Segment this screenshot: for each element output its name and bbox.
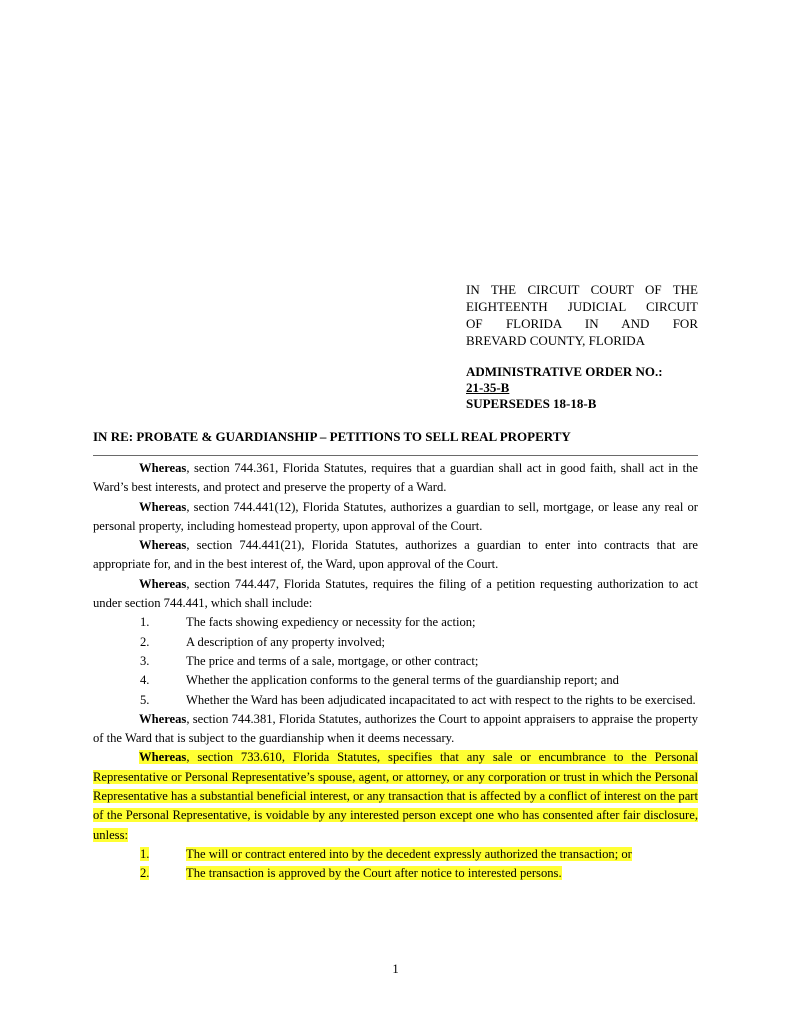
list-text: Whether the application conforms to the general terms of the guardianship report; and bbox=[186, 673, 619, 688]
list-text bbox=[186, 864, 698, 883]
highlighted-paragraph bbox=[93, 748, 698, 844]
paragraph-text: , section 733.610, Florida Statutes, specifies that any sale or encumbrance to the Personal Representative or Personal Representative’s spouse, agent, or attorney, or any corporation or trust in which the Personal Representative has a substantial beneficial interest, or any transaction that is affected by a conflict of interest on the part of the Personal Representative, is voidable by any interested person except one who has consented after fair disclosure, unless: bbox=[93, 750, 698, 842]
highlight bbox=[93, 750, 698, 841]
document-body bbox=[93, 459, 698, 884]
caption-line: EIGHTEENTH JUDICIAL CIRCUIT bbox=[466, 299, 698, 314]
supersedes-line: SUPERSEDES 18-18-B bbox=[466, 396, 597, 411]
caption-line: OF FLORIDA IN AND FOR bbox=[466, 316, 698, 331]
document-title: IN RE: PROBATE & GUARDIANSHIP – PETITIONS TO SELL REAL PROPERTY bbox=[93, 429, 571, 444]
whereas-lead: Whereas bbox=[139, 499, 187, 514]
list-number: 5. bbox=[140, 692, 150, 707]
title-divider bbox=[93, 455, 698, 456]
paragraph-text: , section 744.361, Florida Statutes, requires that a guardian shall act in good faith, shall act in the Ward’s best interests, and protect and preserve the property of a Ward. bbox=[93, 461, 698, 495]
highlight: 1. bbox=[140, 846, 150, 861]
petition-requirements-list bbox=[93, 613, 698, 709]
highlight: The transaction is approved by the Court after notice to interested persons. bbox=[186, 866, 562, 881]
list-number: 2. bbox=[140, 634, 150, 649]
list-item bbox=[93, 652, 698, 671]
court-caption bbox=[466, 281, 698, 349]
list-number: 4. bbox=[140, 673, 150, 688]
list-text: Whether the Ward has been adjudicated incapacitated to act with respect to the rights to be exercised. bbox=[186, 692, 696, 707]
order-block bbox=[466, 364, 706, 412]
list-text bbox=[186, 845, 698, 864]
whereas-paragraph bbox=[93, 536, 698, 575]
whereas-lead: Whereas bbox=[139, 711, 187, 726]
list-text: A description of any property involved; bbox=[186, 634, 386, 649]
list-text: The price and terms of a sale, mortgage, or other contract; bbox=[186, 653, 479, 668]
whereas-lead: Whereas bbox=[139, 461, 187, 475]
whereas-lead: Whereas bbox=[139, 750, 187, 765]
paragraph-text: , section 744.381, Florida Statutes, authorizes the Court to appoint appraisers to appraise the property of the Ward that is subject to the guardianship when it deems necessary. bbox=[93, 711, 698, 746]
order-label: ADMINISTRATIVE ORDER NO.: bbox=[466, 364, 663, 379]
list-item bbox=[93, 633, 698, 652]
list-item bbox=[93, 671, 698, 690]
whereas-paragraph bbox=[93, 710, 698, 749]
highlight: 2. bbox=[140, 866, 150, 881]
whereas-lead: Whereas bbox=[139, 576, 187, 591]
list-number bbox=[93, 845, 186, 864]
voidable-exceptions-list bbox=[93, 845, 698, 884]
caption-line: IN THE CIRCUIT COURT OF THE bbox=[466, 282, 698, 297]
list-item bbox=[93, 845, 698, 864]
list-number bbox=[93, 864, 186, 883]
list-number: 3. bbox=[140, 653, 150, 668]
paragraph-text: , section 744.447, Florida Statutes, requires the filing of a petition requesting authorization to act under section 744.441, which shall include: bbox=[93, 576, 698, 611]
paragraph-text: , section 744.441(12), Florida Statutes, authorizes a guardian to sell, mortgage, or lease any real or personal property, including homestead property, upon approval of the Court. bbox=[93, 499, 698, 533]
whereas-paragraph bbox=[93, 459, 698, 498]
paragraph-text: , section 744.441(21), Florida Statutes, authorizes a guardian to enter into contracts that are appropriate for, and in the best interest of, the Ward, upon approval of the Court. bbox=[93, 538, 698, 572]
order-number: 21-35-B bbox=[466, 380, 510, 395]
whereas-paragraph bbox=[93, 575, 698, 614]
list-item bbox=[93, 691, 698, 710]
list-text: The facts showing expediency or necessity for the action; bbox=[186, 615, 476, 630]
list-item bbox=[93, 864, 698, 883]
whereas-paragraph bbox=[93, 498, 698, 537]
caption-line: BREVARD COUNTY, FLORIDA bbox=[466, 333, 646, 348]
list-item bbox=[93, 613, 698, 632]
list-number: 1. bbox=[140, 615, 150, 630]
highlight: The will or contract entered into by the decedent expressly authorized the transaction; or bbox=[186, 846, 632, 861]
whereas-lead: Whereas bbox=[139, 538, 187, 553]
page-number: 1 bbox=[392, 962, 399, 976]
